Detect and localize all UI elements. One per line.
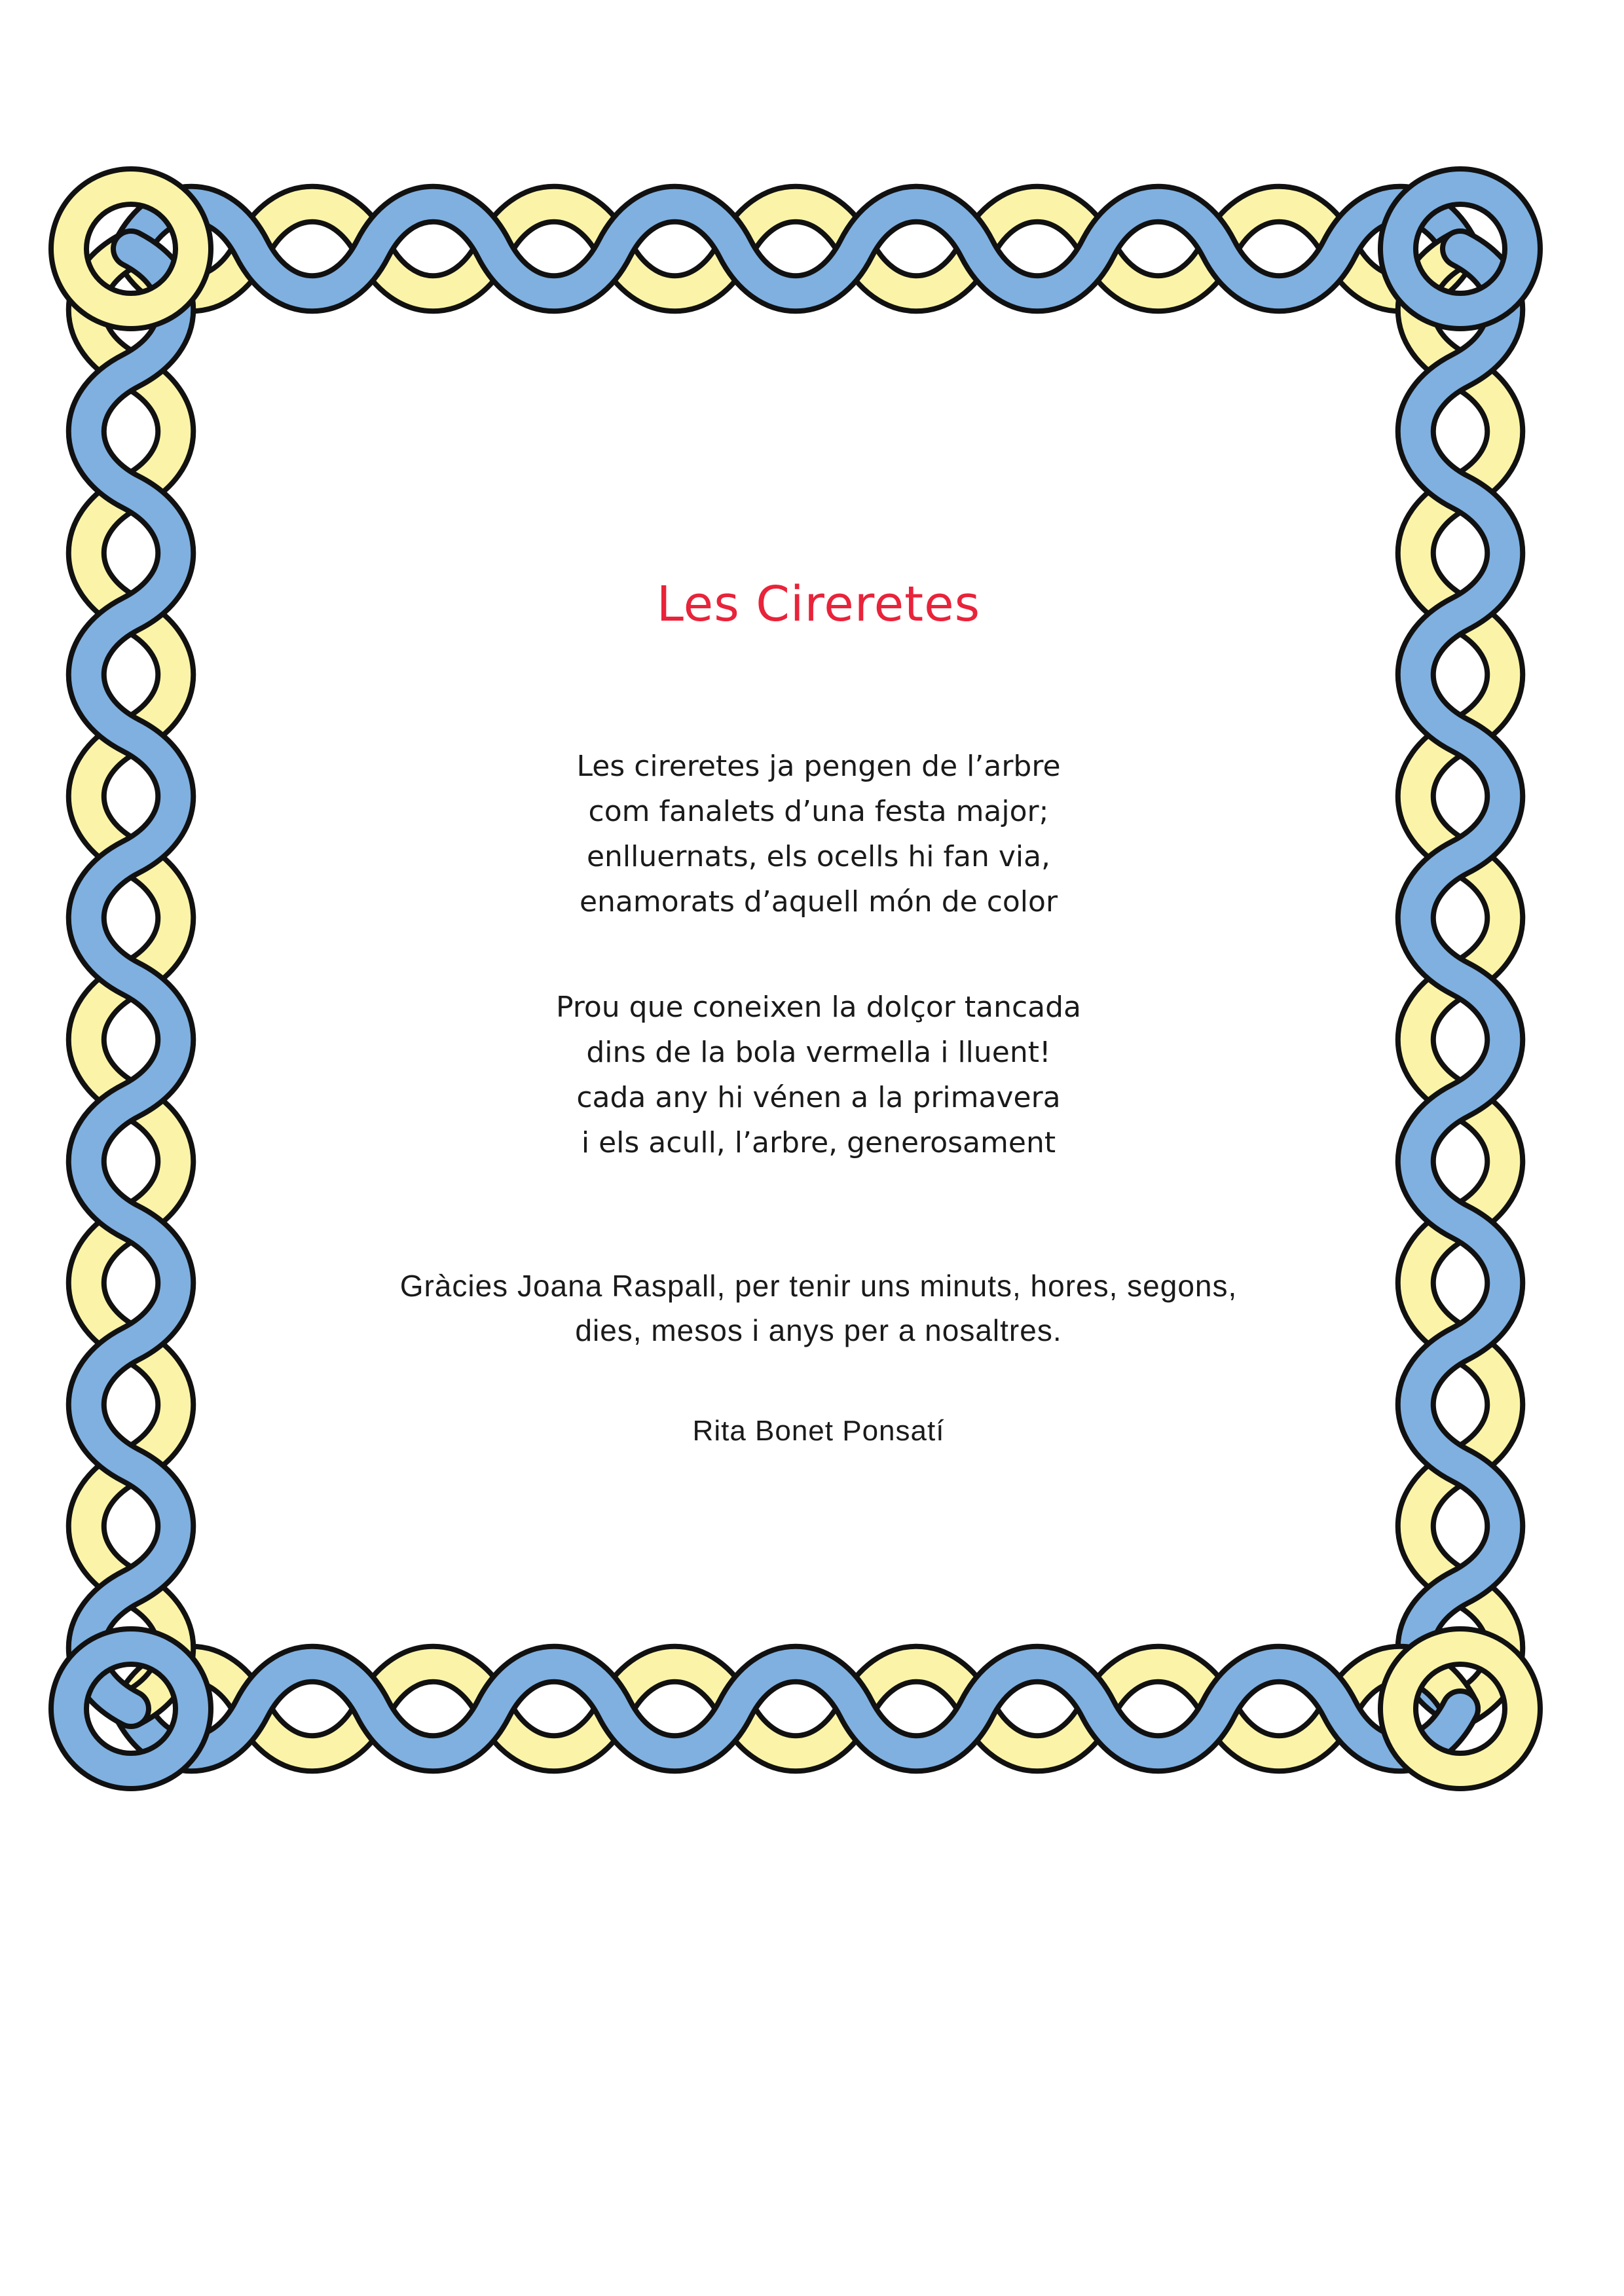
poem-line: Prou que coneixen la dolçor tancada [555,991,1082,1024]
poem-line: cada any hi vénen a la primavera [576,1081,1061,1114]
dedication-line: Gràcies Joana Raspall, per tenir uns minuts, hores, segons, [399,1269,1238,1303]
poem-line: i els acull, l’arbre, generosament [581,1126,1056,1159]
poem-title: Les Cireretes [656,576,981,632]
page-content [341,576,1297,1448]
poem-line: enamorats d’aquell món de color [579,885,1058,919]
dedication-line: dies, mesos i anys per a nosaltres. [575,1313,1062,1347]
poem-stanza-1 [341,744,1297,924]
author-signature: Rita Bonet Ponsatí [692,1415,945,1447]
poem-line: Les cireretes ja pengen de l’arbre [576,750,1061,783]
dedication [341,1264,1297,1353]
poem-stanza-2 [341,985,1297,1165]
poem-line: dins de la bola vermella i lluent! [586,1036,1051,1069]
poem-line: com fanalets d’una festa major; [588,795,1049,828]
poem-line: enlluernats, els ocells hi fan via, [586,840,1051,873]
